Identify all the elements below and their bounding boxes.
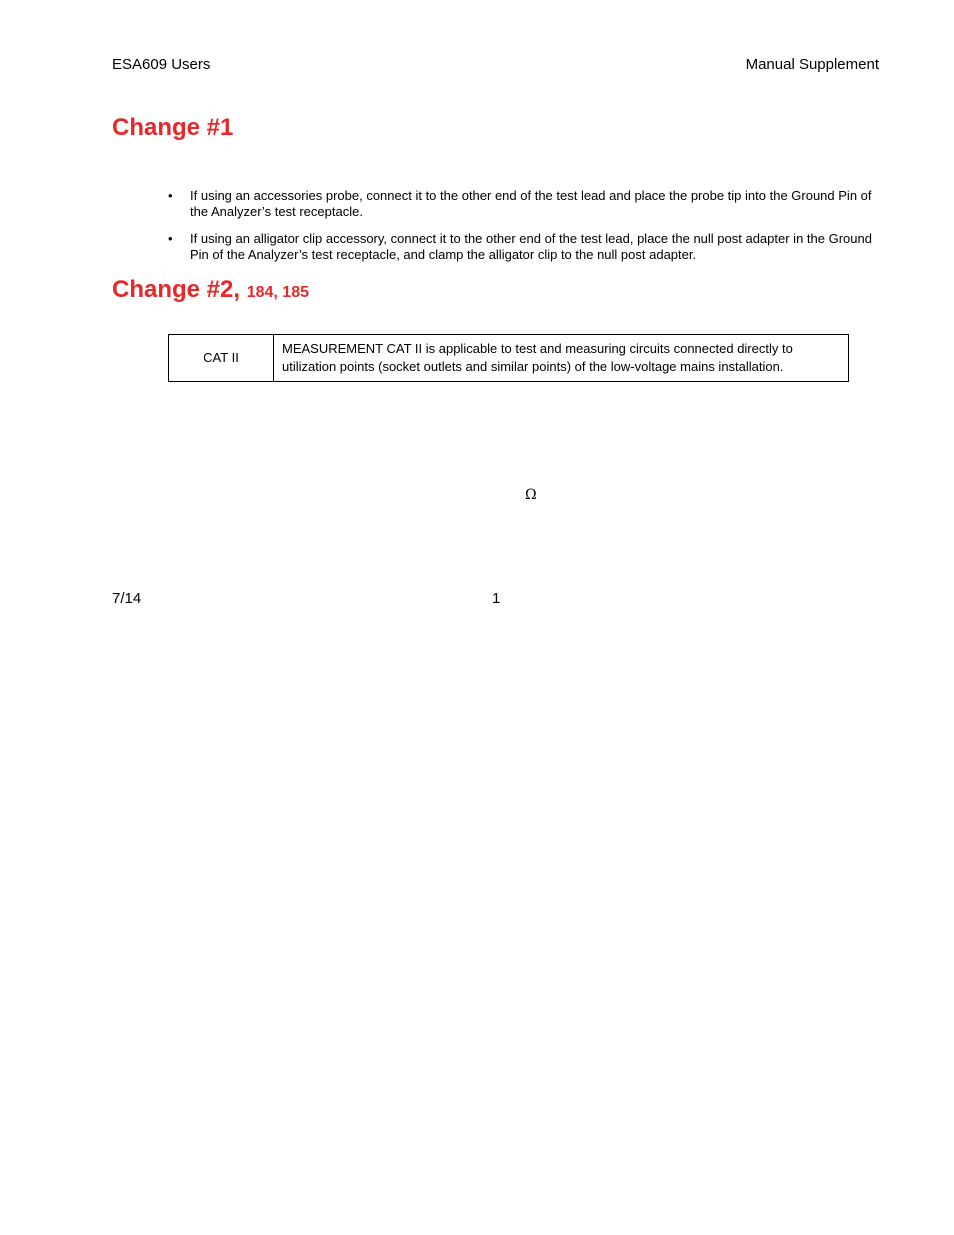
omega-symbol: Ω <box>525 487 537 503</box>
header-document-type: Manual Supplement <box>745 56 879 73</box>
change-1-bullet-list <box>168 188 880 274</box>
list-item-text: If using an alligator clip accessory, connect it to the other end of the test lead, place the null post adapter in the Ground Pin of the Analyzer’s test receptacle, and clamp the alligator clip to the null post adapter. <box>190 231 872 262</box>
list-item <box>168 188 880 220</box>
change-1-heading <box>112 116 233 140</box>
change-2-heading <box>112 278 309 302</box>
category-cell: CAT II <box>169 335 274 382</box>
bullet-icon: • <box>168 188 173 203</box>
bullet-icon: • <box>168 231 173 246</box>
list-item-text: If using an accessories probe, connect it to the other end of the test lead and place the probe tip into the Ground Pin of the Analyzer’s test receptacle. <box>190 188 872 219</box>
description-cell: MEASUREMENT CAT II is applicable to test and measuring circuits connected directly to utilization points (socket outlets and similar points) of the low-voltage mains installation. <box>274 335 849 382</box>
change-2-pages: 184, 185 <box>246 284 309 301</box>
change-2-title: Change #2, <box>112 276 241 303</box>
footer-page-number: 1 <box>492 590 501 607</box>
table-row <box>169 335 849 382</box>
header-document-title: ESA609 Users <box>112 56 211 73</box>
measurement-category-table <box>168 334 849 382</box>
footer-date: 7/14 <box>112 590 142 607</box>
change-1-title: Change #1 <box>112 114 234 141</box>
list-item <box>168 231 880 263</box>
